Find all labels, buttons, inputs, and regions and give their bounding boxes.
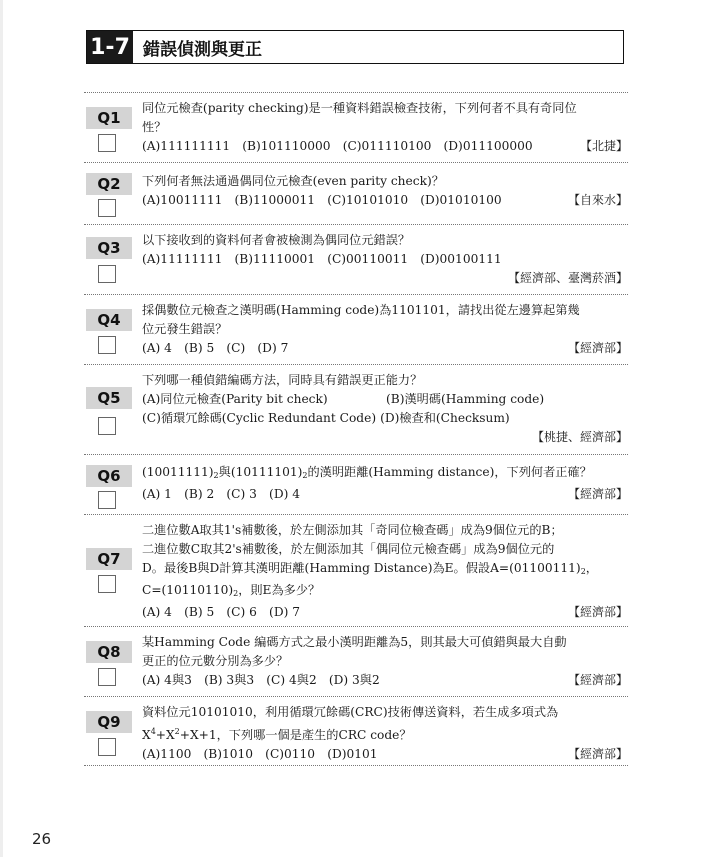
subscript: 2: [233, 589, 239, 598]
question-text: 某Hamming Code 編碼方式之最小漢明距離為5，則其最大可偵錯與最大自動: [142, 635, 567, 649]
question-body: [142, 521, 628, 622]
option-d: (D)檢查和(Checksum): [380, 411, 510, 425]
question-text: 下列哪一種偵錯編碼方法，同時具有錯誤更正能力？: [142, 373, 423, 387]
superscript: 2: [174, 727, 180, 736]
question-text: 採偶數位元檢查之漢明碼(Hamming code)為1101101，請找出從左邊算起第幾: [142, 303, 580, 317]
section-header: [86, 30, 624, 64]
answer-checkbox[interactable]: [98, 417, 116, 435]
question-list: [84, 92, 628, 766]
question-source: 【經濟部】: [567, 747, 628, 761]
question-body: [142, 703, 628, 764]
question-q2: [84, 162, 628, 224]
question-q8: [84, 626, 628, 696]
question-body: [142, 169, 628, 210]
answer-checkbox[interactable]: [98, 491, 116, 509]
question-q4: [84, 294, 628, 364]
question-options: (A) 4與3 (B) 3與3 (C) 4與2 (D) 3與2: [142, 673, 380, 687]
option-c: (C)循環冗餘碼(Cyclic Redundant Code): [142, 411, 377, 425]
text-part: +X+1，下列哪一個是產生的CRC code？: [179, 728, 412, 742]
answer-checkbox[interactable]: [98, 668, 116, 686]
question-text: [142, 581, 628, 603]
question-source: 【經濟部】: [567, 341, 628, 355]
question-body: [142, 461, 628, 504]
page-edge: [0, 0, 3, 857]
superscript: 4: [150, 727, 156, 736]
question-text: 位元發生錯誤？: [142, 322, 228, 336]
text-part: D。最後B與D計算其漢明距離(Hamming Distance)為E。假設A=(01100111): [142, 561, 581, 575]
question-options: (A) 4 (B) 5 (C) 6 (D) 7: [142, 605, 300, 619]
question-options: (A) 4 (B) 5 (C) (D) 7: [142, 341, 289, 355]
question-label: Q9: [86, 711, 132, 733]
question-text: 性？: [142, 120, 167, 134]
page-number: 26: [32, 830, 52, 848]
question-label: Q1: [86, 107, 132, 129]
question-label: Q2: [86, 173, 132, 195]
options-row: [142, 603, 628, 622]
question-options: (A)1100 (B)1010 (C)0110 (D)0101: [142, 747, 378, 761]
question-text: 以下接收到的資料何者會被檢測為偶同位元錯誤？: [142, 233, 411, 247]
text-part: 的漢明距離(Hamming distance)，下列何者正確？: [307, 465, 592, 479]
question-source: 【桃捷、經濟部】: [531, 430, 628, 444]
text-part: 與(10111101): [218, 465, 303, 479]
subscript: 2: [213, 471, 219, 480]
options-row: [142, 409, 628, 428]
options-row: [142, 745, 628, 764]
subscript: 2: [302, 471, 308, 480]
question-text: [142, 722, 628, 745]
question-q9: [84, 696, 628, 766]
section-number: 1-7: [87, 31, 133, 63]
text-part: X: [142, 728, 151, 742]
question-label: Q4: [86, 309, 132, 331]
question-q6: [84, 454, 628, 514]
answer-checkbox[interactable]: [98, 575, 116, 593]
option-b: (B)漢明碼(Hamming code): [386, 392, 545, 406]
question-text: 同位元檢查(parity checking)是一種資料錯誤檢查技術，下列何者不具有奇同位: [142, 101, 577, 115]
text-part: (10011111): [142, 465, 214, 479]
section-title: 錯誤偵測與更正: [143, 39, 262, 60]
question-source: 【經濟部、臺灣菸酒】: [507, 271, 628, 285]
question-text: 更正的位元數分別為多少？: [142, 654, 289, 668]
question-source: 【經濟部】: [567, 605, 628, 619]
question-options: (A)111111111 (B)101110000 (C)011110100 (D)011100000: [142, 139, 533, 153]
question-source: 【經濟部】: [567, 487, 628, 501]
answer-checkbox[interactable]: [98, 738, 116, 756]
answer-checkbox[interactable]: [98, 199, 116, 217]
question-q5: [84, 364, 628, 454]
question-text: 二進位數C取其2's補數後，於左側添加其「偶同位元檢查碼」成為9個位元的: [142, 542, 555, 556]
options-row: [142, 390, 628, 409]
question-q7: [84, 514, 628, 626]
question-label: Q8: [86, 641, 132, 663]
options-row: [142, 485, 628, 504]
question-body: [142, 231, 628, 288]
question-text: 下列何者無法通過偶同位元檢查(even parity check)？: [142, 174, 444, 188]
question-body: [142, 99, 628, 156]
options-row: [142, 191, 628, 210]
question-text: 資料位元10101010，利用循環冗餘碼(CRC)技術傳送資料，若生成多項式為: [142, 705, 559, 719]
question-q1: [84, 92, 628, 162]
answer-checkbox[interactable]: [98, 134, 116, 152]
options-row: [142, 671, 628, 690]
answer-checkbox[interactable]: [98, 336, 116, 354]
question-text: [142, 463, 628, 485]
text-part: ，則E為多少？: [238, 583, 321, 597]
question-source: 【北捷】: [579, 139, 628, 153]
options-row: [142, 137, 628, 156]
subscript: 2: [580, 567, 586, 576]
question-body: [142, 633, 628, 690]
text-part: C=(10110110): [142, 583, 234, 597]
question-source: 【自來水】: [567, 193, 628, 207]
question-body: [142, 371, 628, 447]
option-a: (A)同位元檢查(Parity bit check): [142, 392, 328, 406]
question-label: Q5: [86, 387, 132, 409]
text-part: +X: [155, 728, 175, 742]
question-q3: [84, 224, 628, 294]
answer-checkbox[interactable]: [98, 265, 116, 283]
question-label: Q3: [86, 237, 132, 259]
question-options: (A) 1 (B) 2 (C) 3 (D) 4: [142, 487, 300, 501]
question-body: [142, 301, 628, 358]
question-label: Q6: [86, 465, 132, 487]
question-label: Q7: [86, 548, 132, 570]
question-text: 二進位數A取其1's補數後，於左側添加其「奇同位檢查碼」成為9個位元的B；: [142, 523, 563, 537]
question-options: (A)10011111 (B)11000011 (C)10101010 (D)01010100: [142, 193, 502, 207]
question-source: 【經濟部】: [567, 673, 628, 687]
options-row: [142, 339, 628, 358]
text-part: ，: [585, 561, 598, 575]
question-options: (A)11111111 (B)11110001 (C)00110011 (D)00100111: [142, 252, 502, 266]
question-text: [142, 559, 628, 581]
